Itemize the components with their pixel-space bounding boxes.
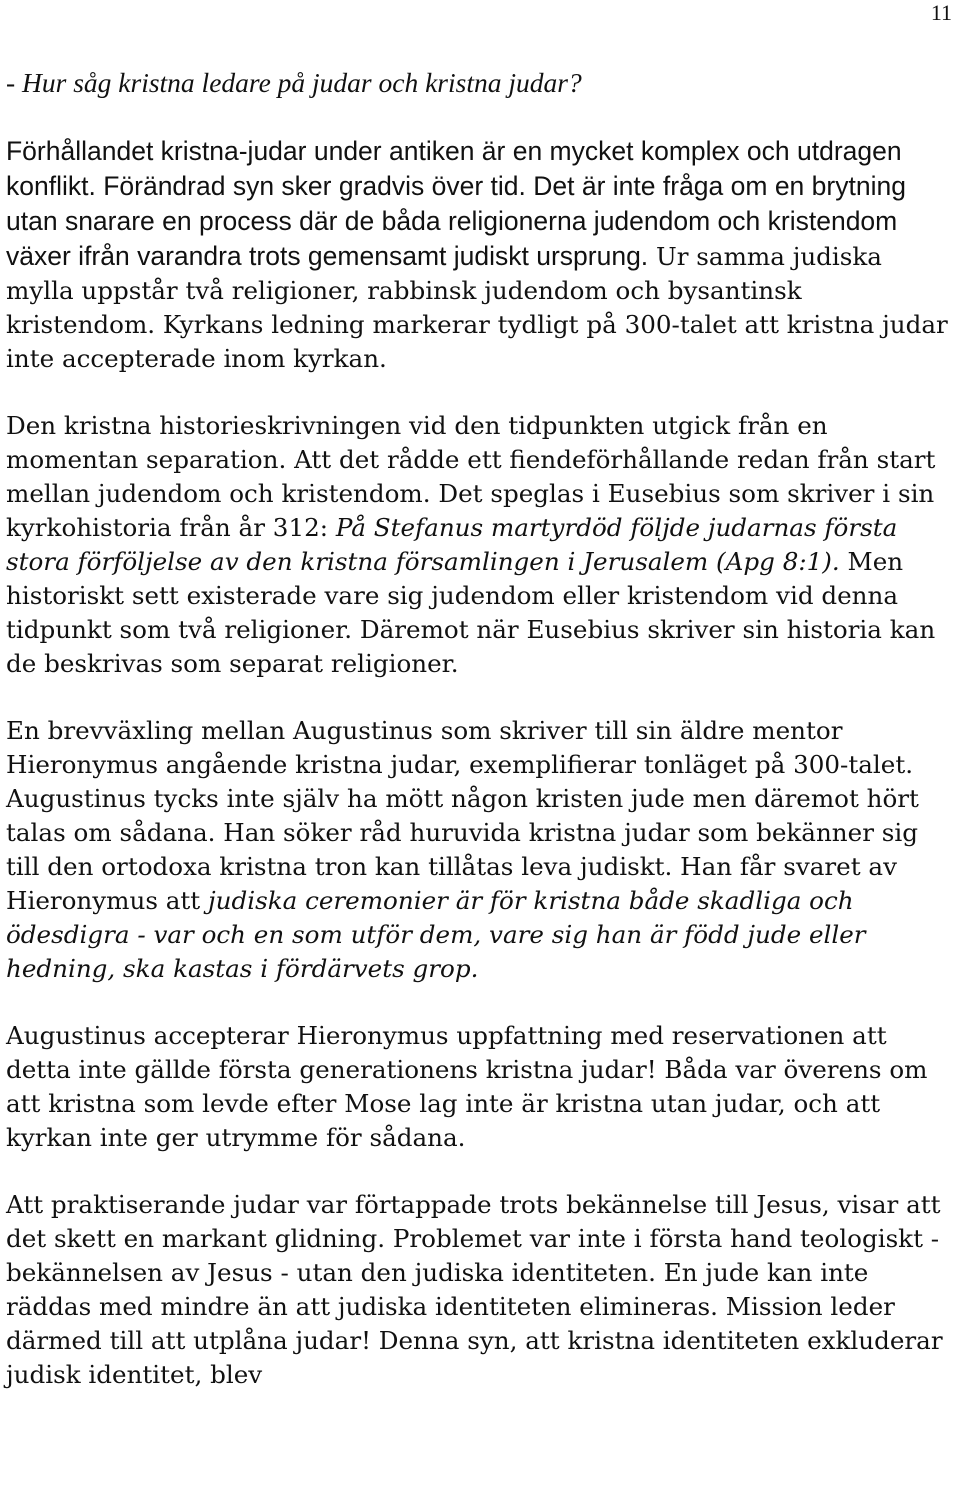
paragraph-1 [6, 134, 956, 376]
paragraph-1-body: Ur samma judiska mylla uppstår två religioner, rabbinsk judendom och bysantinsk kristendom. Kyrkans ledning markerar tydligt på 300-talet att kristna judar inte accepterade inom kyrkan. [6, 242, 948, 373]
section-question: - Hur såg kristna ledare på judar och kristna judar? [6, 67, 582, 98]
paragraph-2-text-end: Men historiskt sett existerade vare sig judendom eller kristendom vid denna tidpunkt som två religioner. Däremot när Eusebius skriver sin historia kan de beskrivas som separat religioner. [6, 547, 936, 678]
page-number: 11 [930, 0, 952, 25]
paragraph-3 [6, 714, 956, 986]
paragraph-3-text: En brevväxling mellan Augustinus som skriver till sin äldre mentor Hieronymus angående kristna judar, exemplifierar tonläget på 300-talet. Augustinus tycks inte själv ha mött någon kristen jude men däremot hört talas om sådana. Han söker råd huruvida kristna judar som bekänner sig till den ortodoxa kristna tron kan tillåtas leva judiskt. Han får svaret av Hieronymus att [6, 716, 919, 915]
paragraph-2-text-start: Den kristna historieskrivningen vid den tidpunkten utgick från en momentan separation. Att det rådde ett fiendeförhållande redan från start mellan judendom och kristendom. Det speglas i Eusebius som skriver i sin kyrkohistoria från år 312: [6, 411, 936, 542]
paragraph-2 [6, 409, 956, 681]
hieronymus-quote: judiska ceremonier är för kristna både skadliga och ödesdigra - var och en som utför dem, vare sig han är född jude eller hedning, ska kastas i fördärvets grop. [6, 886, 866, 983]
document-body [6, 66, 956, 1392]
eusebius-quote: På Stefanus martyrdöd följde judarnas första stora förföljelse av den kristna församlingen i Jerusalem (Apg 8:1). [6, 513, 898, 576]
paragraph-4: Augustinus accepterar Hieronymus uppfattning med reservationen att detta inte gällde första generationens kristna judar! Båda var överens om att kristna som levde efter Mose lag inte är kristna utan judar, och att kyrkan inte ger utrymme för sådana. [6, 1021, 928, 1152]
paragraph-5: Att praktiserande judar var förtappade trots bekännelse till Jesus, visar att det skett en markant glidning. Problemet var inte i första hand teologiskt - bekännelsen av Jesus - utan den judiska identiteten. En jude kan inte räddas med mindre än att judiska identiteten elimineras. Mission leder därmed till att utplåna judar! Denna syn, att kristna identiteten exkluderar judisk identitet, blev [6, 1190, 943, 1389]
paragraph-1-intro: Förhållandet kristna-judar under antiken är en mycket komplex och utdragen konflikt. Förändrad syn sker gradvis över tid. Det är inte fråga om en brytning utan snarare en process där de båda religionerna judendom och kristendom växer ifrån varandra trots gemensamt judiskt ursprung. [6, 136, 906, 271]
